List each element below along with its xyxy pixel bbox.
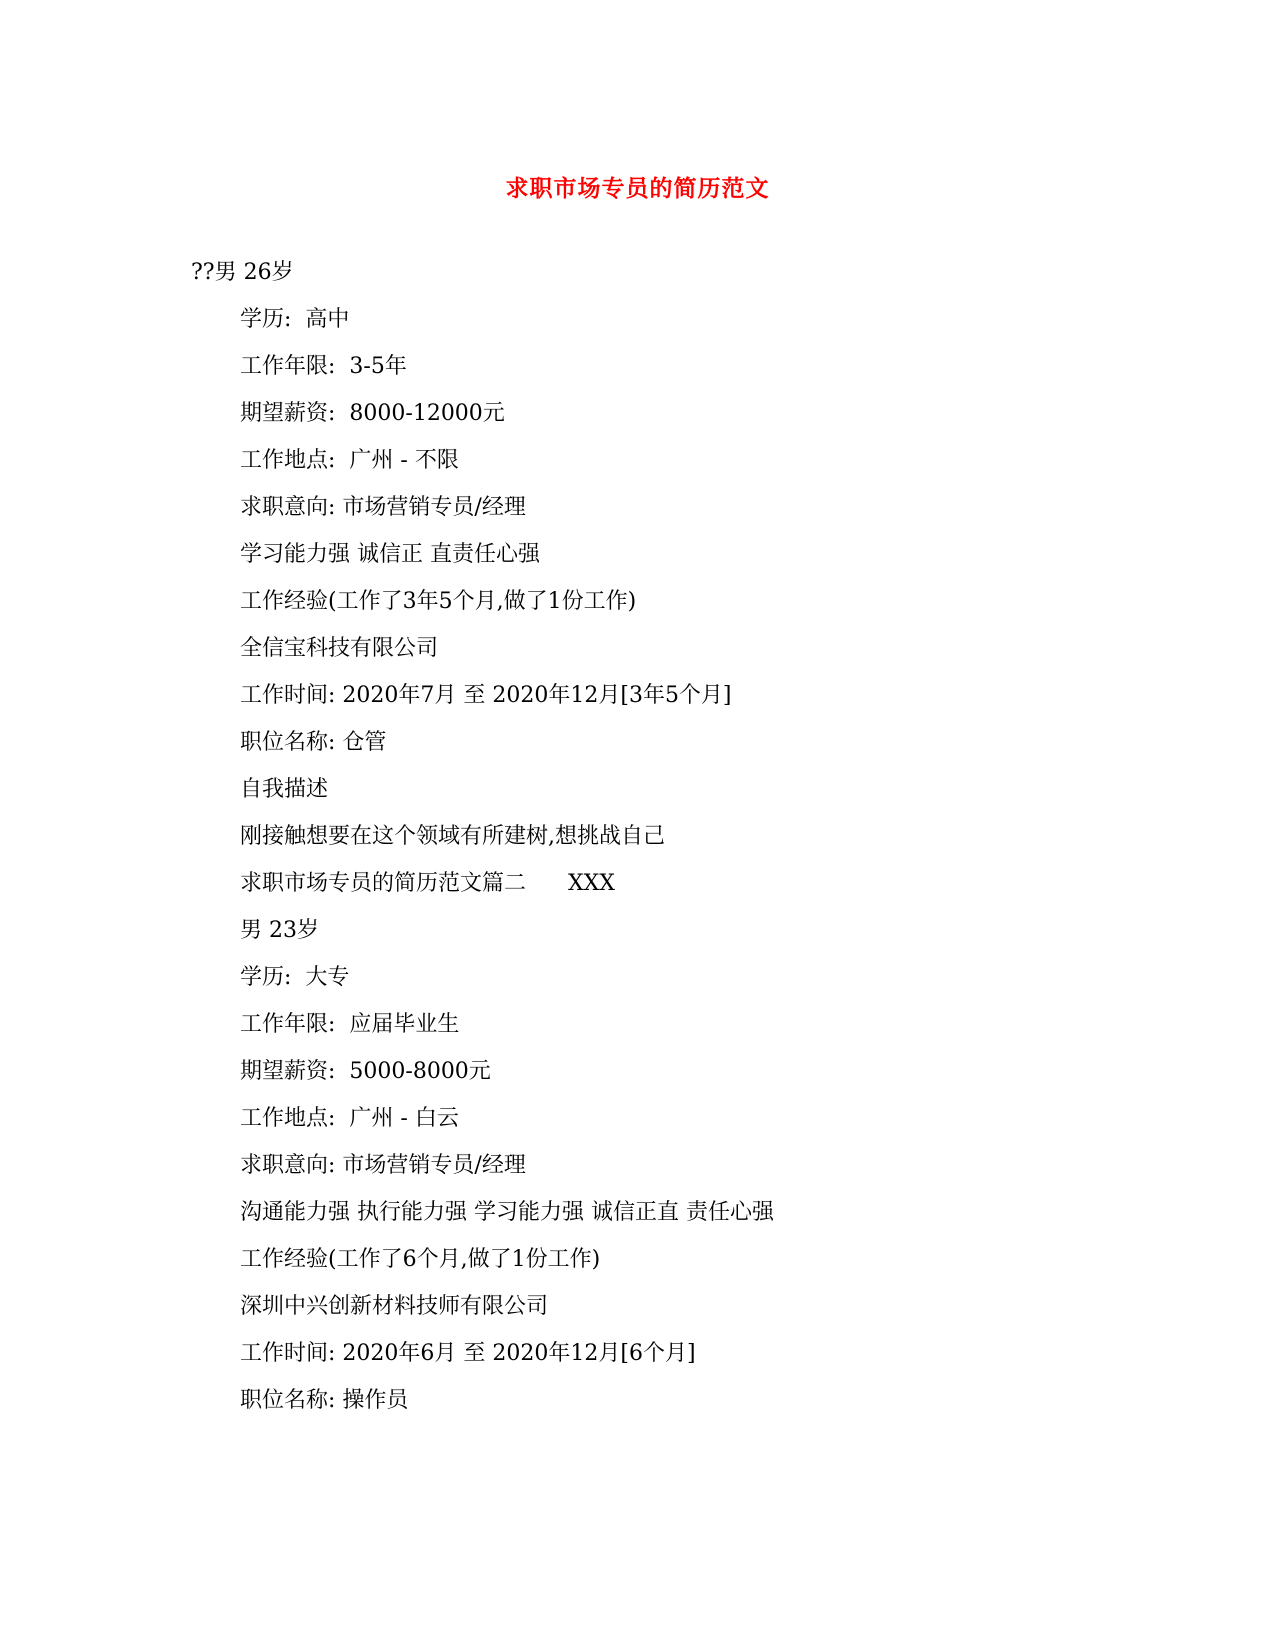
resume-line: 职位名称: 仓管	[240, 730, 387, 755]
resume-line: 求职意向: 市场营销专员/经理	[240, 495, 526, 520]
resume-line: 工作时间: 2020年6月 至 2020年12月[6个月]	[240, 1341, 696, 1366]
resume-line: 工作年限: 3-5年	[240, 354, 407, 379]
resume-line: 工作年限: 应届毕业生	[240, 1012, 460, 1037]
resume-line: 职位名称: 操作员	[240, 1388, 409, 1413]
resume-line: 期望薪资: 8000-12000元	[240, 401, 505, 426]
resume-line: 男 23岁	[240, 918, 319, 943]
resume-line: 学历: 高中	[240, 307, 350, 332]
resume-line: 学习能力强 诚信正 直责任心强	[240, 542, 540, 567]
resume-line: 工作经验(工作了6个月,做了1份工作)	[240, 1247, 601, 1272]
resume-line: 求职意向: 市场营销专员/经理	[240, 1153, 526, 1178]
resume-line: 沟通能力强 执行能力强 学习能力强 诚信正直 责任心强	[240, 1200, 774, 1225]
resume-line: 全信宝科技有限公司	[240, 636, 439, 661]
resume-line: 工作地点: 广州 - 白云	[240, 1106, 459, 1131]
resume-line: 深圳中兴创新材料技师有限公司	[240, 1294, 549, 1319]
resume-line: 工作地点: 广州 - 不限	[240, 448, 459, 473]
resume-line: 求职市场专员的简历范文篇二 XXX	[240, 871, 615, 896]
resume-line: 工作经验(工作了3年5个月,做了1份工作)	[240, 589, 637, 614]
document-title: 求职市场专员的简历范文	[505, 175, 770, 202]
resume-line: ??男 26岁	[191, 260, 294, 285]
resume-line: 学历: 大专	[240, 965, 350, 990]
resume-line: 期望薪资: 5000-8000元	[240, 1059, 491, 1084]
resume-line: 刚接触想要在这个领域有所建树,想挑战自己	[240, 824, 665, 849]
resume-line: 工作时间: 2020年7月 至 2020年12月[3年5个月]	[240, 683, 732, 708]
resume-line: 自我描述	[240, 777, 329, 802]
